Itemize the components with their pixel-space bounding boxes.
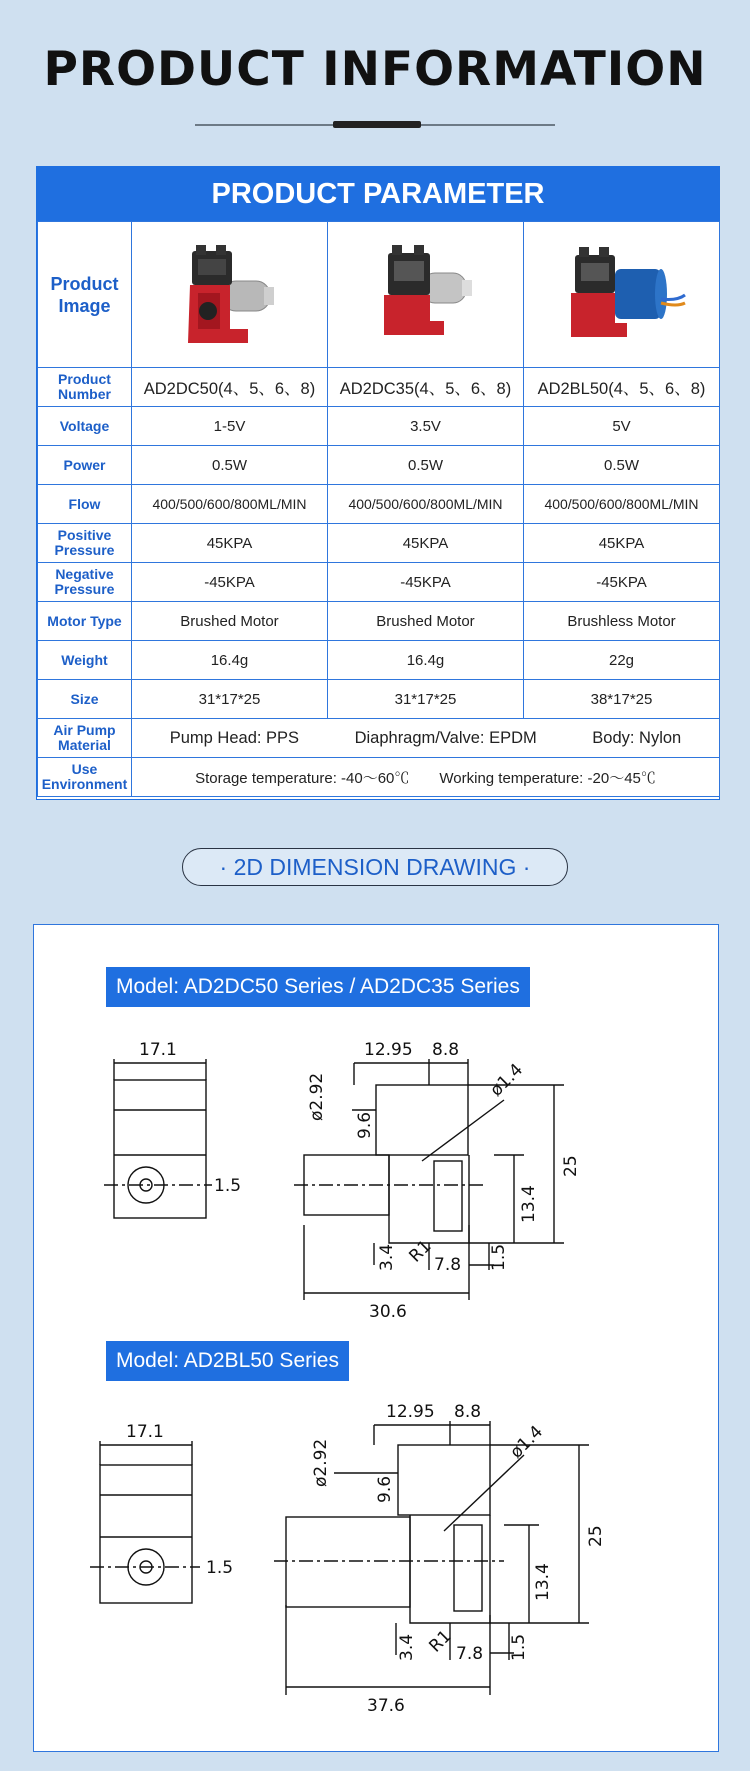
product-parameter-table <box>36 166 720 800</box>
voltage-value: 1-5V <box>132 407 328 446</box>
dim2-shaft: 1.5 <box>206 1558 234 1578</box>
dim-d78: 7.8 <box>434 1255 462 1275</box>
model-label-dc: Model: AD2DC50 Series / AD2DC35 Series <box>106 967 530 1007</box>
voltage-value: 3.5V <box>328 407 524 446</box>
power-value: 0.5W <box>132 446 328 485</box>
material-value <box>132 719 720 758</box>
material-item: Pump Head: PPS <box>169 728 300 747</box>
weight-value: 16.4g <box>328 641 524 680</box>
front-view-body-2 <box>100 1465 192 1603</box>
dim-front-width: 17.1 <box>139 1040 177 1060</box>
dim2-height: 25 <box>586 1525 606 1547</box>
dim2-diameter: ø2.92 <box>311 1438 331 1487</box>
material-item: Diaphragm/Valve: EPDM <box>354 728 537 747</box>
dim-hole: ø1.4 <box>486 1059 528 1101</box>
motor-type-value: Brushless Motor <box>524 602 720 641</box>
environment-value <box>132 758 720 797</box>
environment-item: Working temperature: -20～45℃ <box>439 769 656 787</box>
dim2-top-a: 12.95 <box>386 1402 435 1422</box>
power-value: 0.5W <box>328 446 524 485</box>
flow-value: 400/500/600/800ML/MIN <box>524 485 720 524</box>
power-value: 0.5W <box>524 446 720 485</box>
dim-diameter: ø2.92 <box>307 1072 327 1121</box>
size-value: 31*17*25 <box>132 680 328 719</box>
dim-h96: 9.6 <box>355 1111 375 1139</box>
positive-pressure-value: 45KPA <box>132 524 328 563</box>
dimension-drawings <box>34 925 718 1751</box>
dim-top-b: 8.8 <box>432 1040 460 1060</box>
parameter-heading: PRODUCT PARAMETER <box>37 167 719 221</box>
row-label-positive-pressure: Positive Pressure <box>38 524 132 563</box>
negative-pressure-value: -45KPA <box>132 563 328 602</box>
dim2-hole: ø1.4 <box>506 1421 548 1463</box>
dim-shaft: 1.5 <box>214 1176 242 1196</box>
dim2-front-width: 17.1 <box>126 1422 164 1442</box>
dim-d15: 1.5 <box>489 1243 509 1271</box>
dim2-h134: 13.4 <box>533 1563 553 1601</box>
side-view-motor-2 <box>286 1517 410 1607</box>
weight-value: 16.4g <box>132 641 328 680</box>
motor-type-value: Brushed Motor <box>132 602 328 641</box>
voltage-value: 5V <box>524 407 720 446</box>
row-label-voltage: Voltage <box>38 407 132 446</box>
dim2-r1: R1 <box>425 1626 456 1657</box>
drawing-2-labels <box>126 1402 606 1716</box>
parameter-grid <box>37 221 720 797</box>
dim2-d34: 3.4 <box>397 1633 417 1661</box>
row-label-power: Power <box>38 446 132 485</box>
weight-value: 22g <box>524 641 720 680</box>
model-label-bl: Model: AD2BL50 Series <box>106 1341 349 1381</box>
product-image-cell <box>524 222 720 368</box>
row-label-size: Size <box>38 680 132 719</box>
dim2-h96: 9.6 <box>375 1475 395 1503</box>
row-label-negative-pressure: Negative Pressure <box>38 563 132 602</box>
pump-ad2bl50-image <box>557 233 687 353</box>
dim-d34: 3.4 <box>377 1243 397 1271</box>
material-item: Body: Nylon <box>592 728 682 747</box>
environment-item: Storage temperature: -40～60℃ <box>195 769 410 787</box>
positive-pressure-value: 45KPA <box>524 524 720 563</box>
dim-h134: 13.4 <box>519 1185 539 1223</box>
dim-length: 30.6 <box>369 1302 407 1322</box>
dim2-length: 37.6 <box>367 1696 405 1716</box>
row-label-flow: Flow <box>38 485 132 524</box>
dim2-d15: 1.5 <box>509 1633 529 1661</box>
section-pill-2d-drawing: · 2D DIMENSION DRAWING · <box>182 848 568 886</box>
size-value: 38*17*25 <box>524 680 720 719</box>
negative-pressure-value: -45KPA <box>524 563 720 602</box>
dim2-d78: 7.8 <box>456 1644 484 1664</box>
negative-pressure-value: -45KPA <box>328 563 524 602</box>
size-value: 31*17*25 <box>328 680 524 719</box>
dim-top-a: 12.95 <box>364 1040 413 1060</box>
product-number-value: AD2DC35(4、5、6、8) <box>328 368 524 407</box>
pump-ad2dc35-image <box>366 233 486 353</box>
title-divider-accent <box>333 121 421 128</box>
motor-type-value: Brushed Motor <box>328 602 524 641</box>
product-number-value: AD2BL50(4、5、6、8) <box>524 368 720 407</box>
dimension-drawing-panel <box>33 924 719 1752</box>
dim2-top-b: 8.8 <box>454 1402 482 1422</box>
positive-pressure-value: 45KPA <box>328 524 524 563</box>
product-image-cell <box>328 222 524 368</box>
dim-r1: R1 <box>405 1236 436 1267</box>
flow-value: 400/500/600/800ML/MIN <box>132 485 328 524</box>
row-label-material: Air Pump Material <box>38 719 132 758</box>
product-number-value: AD2DC50(4、5、6、8) <box>132 368 328 407</box>
product-image-cell <box>132 222 328 368</box>
page-title: PRODUCT INFORMATION <box>43 42 707 97</box>
row-label-environment: Use Environment <box>38 758 132 797</box>
row-label-product-number: Product Number <box>38 368 132 407</box>
product-image-label: Product Image <box>38 222 132 368</box>
flow-value: 400/500/600/800ML/MIN <box>328 485 524 524</box>
pump-ad2dc50-image <box>170 233 290 353</box>
dim-height: 25 <box>561 1155 581 1177</box>
row-label-weight: Weight <box>38 641 132 680</box>
row-label-motor-type: Motor Type <box>38 602 132 641</box>
